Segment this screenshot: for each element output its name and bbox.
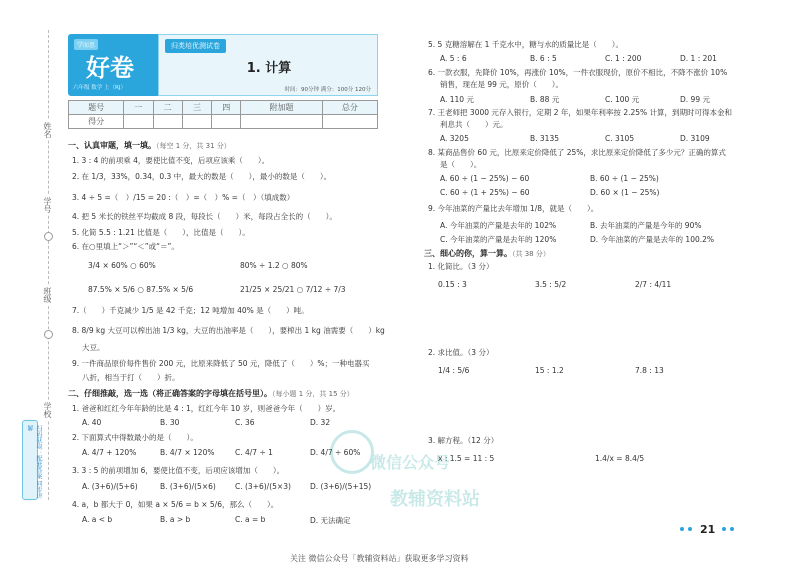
school-label: 学校: [43, 402, 52, 418]
score-cell[interactable]: [153, 115, 182, 129]
option-a[interactable]: A. 4/7 + 120%: [82, 448, 137, 457]
brand-logo: [68, 34, 158, 96]
option-b[interactable]: B. a > b: [160, 515, 191, 524]
header-banner: [68, 34, 378, 96]
option-c[interactable]: C. 36: [235, 418, 255, 427]
option-d[interactable]: D. 3109: [680, 134, 710, 143]
option-b[interactable]: B. 4/7 × 120%: [160, 448, 215, 457]
table-cell: 附加题: [241, 101, 322, 115]
question: 5. 化简 5.5 : 1.21 比值是（ ），比值是（ ）。: [72, 228, 250, 237]
class-label: 班级: [43, 287, 52, 303]
table-cell: 得分: [69, 115, 124, 129]
table-row: [69, 115, 378, 129]
question: 8. 8/9 kg 大豆可以榨出油 1/3 kg，大豆的出油率是（ ），要榨出 1 kg 油需要（ ）kg: [72, 326, 385, 335]
brand-tag: 学而思: [74, 39, 98, 50]
question: 8. 某商品售价 60 元，比原来定价降低了 25%，求比原来定价降低了多少元？正确的算式: [428, 148, 726, 157]
binding-margin: [0, 0, 62, 569]
question: 4. a，b 都大于 0，如果 a × 5/6 = b × 5/6，那么（ ）。: [72, 500, 279, 509]
option-d[interactable]: D. 60 × (1 − 25%): [590, 188, 660, 197]
expression: 1.4/x = 8.4/5: [595, 454, 645, 463]
expression: 15 : 1.2: [535, 366, 564, 375]
table-cell: 题号: [69, 101, 124, 115]
compare-item: 21/25 × 25/21 ○ 7/12 ÷ 7/3: [240, 285, 346, 294]
watermark: 微信公众号 教辅资料站: [330, 430, 530, 520]
option-a[interactable]: A. (3+6)/(5+6): [82, 482, 138, 491]
option-d[interactable]: D. 32: [310, 418, 331, 427]
option-c[interactable]: C. (3+6)/(5×3): [235, 482, 291, 491]
table-cell: 总分: [322, 101, 377, 115]
expression: 1/4 : 5/6: [438, 366, 470, 375]
option-c[interactable]: C. 100 元: [605, 95, 640, 104]
problem-heading: 1. 化简比。（3 分）: [428, 262, 494, 271]
question: 7.（ ）千克减少 1/5 是 42 千克；12 吨增加 40% 是（ ）吨。: [72, 306, 309, 315]
unit-title: 1. 计算: [246, 61, 292, 76]
option-b[interactable]: B. 88 元: [530, 95, 560, 104]
option-a[interactable]: A. 40: [82, 418, 102, 427]
question: 6. 在○里填上“＞”“＜”或“＝”。: [72, 242, 179, 251]
option-b[interactable]: B. 6 : 5: [530, 54, 557, 63]
question: 1. 3 : 4 的前项乘 4，要使比值不变，后项应该乘（ ）。: [72, 156, 270, 165]
exam-meta: 时间：90分钟 满分：100分 120分: [284, 87, 371, 93]
question-continued: 大豆。: [82, 343, 105, 352]
binding-hole: [44, 232, 53, 241]
option-d[interactable]: D. 无法确定: [310, 516, 351, 525]
option-a[interactable]: A. a < b: [82, 515, 113, 524]
question-continued: 八折，相当于打（ ）折。: [82, 373, 180, 382]
section-heading: 二、仔细推敲，选一选（将正确答案的字母填在括号里）。（每小题 1 分，共 15 分）: [68, 389, 354, 398]
section-heading: 一、认真审题，填一填。（每空 1 分，共 31 分）: [68, 141, 231, 150]
score-table: [68, 100, 378, 129]
question: 1. 爸爸和红红今年年龄的比是 4 : 1，红红今年 10 岁，则爸爸今年（ ）岁。: [72, 404, 341, 413]
option-d[interactable]: D. (3+6)/(5+15): [310, 482, 372, 491]
option-c[interactable]: C. 1 : 200: [605, 54, 642, 63]
watermark-logo-icon: [330, 430, 374, 474]
logo-text: 好卷: [86, 53, 134, 82]
score-cell[interactable]: [212, 115, 241, 129]
expression: 7.8 : 13: [635, 366, 664, 375]
option-b[interactable]: B. 30: [160, 418, 180, 427]
question: 9. 今年油菜的产量比去年增加 1/8，就是（ ）。: [428, 204, 599, 213]
question: 3. 4 ÷ 5 =（ ）/15 = 20 :（ ）=（ ）% =（ ）（填成数）: [72, 193, 295, 202]
option-c[interactable]: C. 60 ÷ (1 + 25%) − 60: [440, 188, 530, 197]
question-continued: 利息共（ ）元。: [440, 120, 508, 129]
footer-note: 关注 微信公众号「教辅资料站」获取更多学习资料: [290, 554, 469, 563]
option-c[interactable]: C. 4/7 ÷ 1: [235, 448, 273, 457]
score-cell[interactable]: [124, 115, 153, 129]
score-cell[interactable]: [182, 115, 211, 129]
expression: 2/7 : 4/11: [635, 280, 672, 289]
expression: x : 1.5 = 11 : 5: [438, 454, 495, 463]
question-continued: 销售，现在是 99 元，原价（ ）。: [440, 80, 564, 89]
decor-dot-icon: [730, 527, 734, 531]
qr-ribbon: 扫码获取：配套答案 同步讲解: [22, 420, 38, 500]
option-a[interactable]: A. 3205: [440, 134, 469, 143]
option-a[interactable]: A. 5 : 6: [440, 54, 467, 63]
section-heading: 三、细心的你，算一算。（共 38 分）: [424, 249, 550, 258]
question: 2. 下面算式中得数最小的是（ ）。: [72, 433, 198, 442]
option-b[interactable]: B. 3135: [530, 134, 560, 143]
option-d[interactable]: D. 今年油菜的产量是去年的 100.2%: [590, 235, 715, 244]
name-label: 姓名: [43, 122, 52, 138]
expression: 3.5 : 5/2: [535, 280, 567, 289]
table-cell: 四: [212, 101, 241, 115]
table-cell: 三: [182, 101, 211, 115]
question: 3. 3 : 5 的前项增加 6，要使比值不变，后项应该增加（ ）。: [72, 466, 285, 475]
series-tag: 归类培优测试卷: [165, 39, 226, 53]
question: 9. 一件商品原价每件售价 200 元，比原来降低了 50 元，降低了（ ）%；一种电器买: [72, 359, 370, 368]
option-c[interactable]: C. a = b: [235, 515, 266, 524]
problem-heading: 3. 解方程。（12 分）: [428, 436, 499, 445]
option-d[interactable]: D. 1 : 201: [680, 54, 717, 63]
question: 6. 一款衣服，先降价 10%，再涨价 10%，一件衣服现价，原价不相比，不降不涨价 10%: [428, 68, 728, 77]
option-a[interactable]: A. 60 ÷ (1 − 25%) − 60: [440, 174, 530, 183]
title-area: [158, 34, 378, 96]
table-cell: 一: [124, 101, 153, 115]
decor-dot-icon: [680, 527, 684, 531]
decor-dot-icon: [688, 527, 692, 531]
question: 5. 5 克糖溶解在 1 千克水中，糖与水的质量比是（ ）。: [428, 40, 623, 49]
grade-label: 六年级 数学 上（RJ）: [73, 85, 126, 91]
score-cell[interactable]: [322, 115, 377, 129]
question-continued: 是（ ）。: [440, 160, 482, 169]
option-b[interactable]: B. 去年油菜的产量是今年的 90%: [590, 221, 702, 230]
compare-item: 3/4 × 60% ○ 60%: [88, 261, 156, 270]
question: 2. 在 1/3，33%，0.34，0.3 中，最大的数是（ ），最小的数是（ ）。: [72, 172, 332, 181]
score-cell[interactable]: [241, 115, 322, 129]
option-d[interactable]: D. 99 元: [680, 95, 710, 104]
decor-dot-icon: [722, 527, 726, 531]
page-number: 21: [700, 523, 716, 536]
compare-item: 87.5% × 5/6 ○ 87.5% × 5/6: [88, 285, 194, 294]
option-a[interactable]: A. 110 元: [440, 95, 474, 104]
table-cell: 二: [153, 101, 182, 115]
table-row: [69, 101, 378, 115]
binding-hole: [44, 330, 53, 339]
option-c[interactable]: C. 3105: [605, 134, 635, 143]
problem-heading: 2. 求比值。（3 分）: [428, 348, 494, 357]
option-b[interactable]: B. 60 ÷ (1 − 25%): [590, 174, 659, 183]
option-d[interactable]: D. 4/7 ÷ 60%: [310, 448, 361, 457]
question: 7. 王老师把 3000 元存入银行，定期 2 年，如果年利率按 2.25% 计算，到期时可得本金和: [428, 108, 733, 117]
cut-line: [48, 30, 49, 500]
student-id-label: 学号: [43, 197, 52, 213]
option-b[interactable]: B. (3+6)/(5×6): [160, 482, 216, 491]
compare-item: 80% ÷ 1.2 ○ 80%: [240, 261, 308, 270]
expression: 0.15 : 3: [438, 280, 467, 289]
option-c[interactable]: C. 今年油菜的产量是去年的 120%: [440, 235, 557, 244]
option-a[interactable]: A. 今年油菜的产量是去年的 102%: [440, 221, 557, 230]
question: 4. 把 5 米长的铁丝平均截成 8 段，每段长（ ）米，每段占全长的（ ）。: [72, 212, 337, 221]
